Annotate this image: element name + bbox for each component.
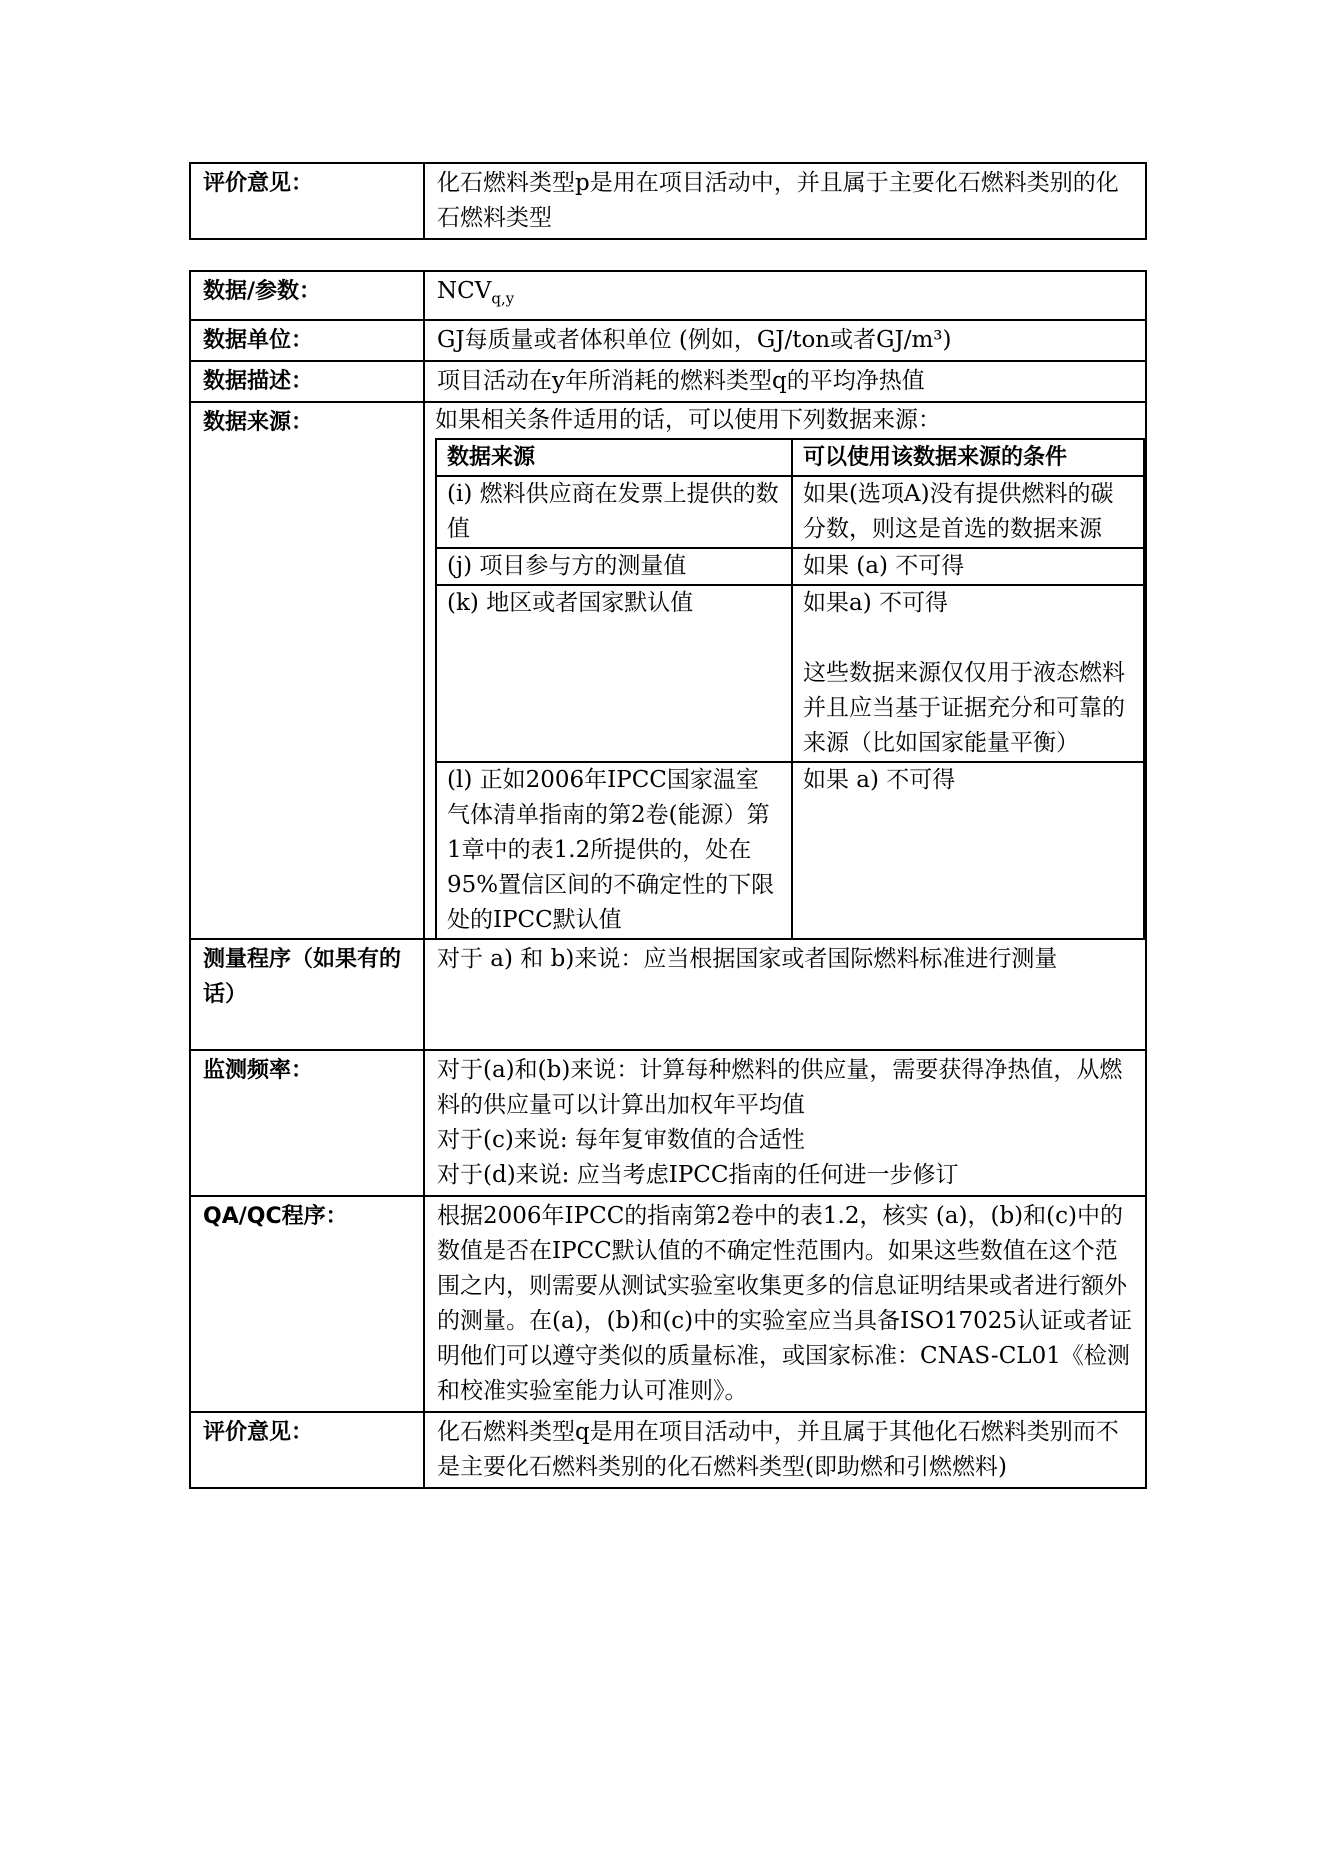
parameter-table-ncv: [189, 270, 1147, 1489]
subtable-source-l: (l) 正如2006年IPCC国家温室气体清单指南的第2卷(能源）第1章中的表1.2所提供的，处在95%置信区间的不确定性的下限处的IPCC默认值: [436, 762, 792, 939]
table-row: [190, 939, 1146, 1050]
evaluation-value: 化石燃料类型q是用在项目活动中，并且属于其他化石燃料类别而不是主要化石燃料类别的化石燃料类型(即助燃和引燃燃料): [424, 1412, 1146, 1488]
source-subtable: [435, 438, 1145, 940]
description-value: 项目活动在y年所消耗的燃料类型q的平均净热值: [424, 361, 1146, 402]
subtable-header-source: 数据来源: [436, 439, 792, 476]
subtable-source-i: (i) 燃料供应商在发票上提供的数值: [436, 476, 792, 548]
frequency-value: [424, 1050, 1146, 1196]
param-value: [424, 271, 1146, 320]
param-symbol: NCV: [437, 278, 492, 304]
subtable-header-condition: 可以使用该数据来源的条件: [792, 439, 1144, 476]
subtable-row: [436, 548, 1144, 585]
table-row: [190, 1196, 1146, 1412]
unit-value: GJ每质量或者体积单位 (例如，GJ/ton或者GJ/m³): [424, 320, 1146, 361]
table-row: [190, 361, 1146, 402]
table-row: [190, 402, 1146, 939]
subtable-source-k: (k) 地区或者国家默认值: [436, 585, 792, 762]
subtable-condition-k: [792, 585, 1144, 762]
condition-k-note: 这些数据来源仅仅用于液态燃料并且应当基于证据充分和可靠的来源（比如国家能量平衡）: [803, 659, 1125, 756]
subtable-header-row: [436, 439, 1144, 476]
qaqc-label: QA/QC程序：: [190, 1196, 424, 1412]
source-intro: 如果相关条件适用的话，可以使用下列数据来源：: [435, 406, 941, 433]
frequency-line: 对于(a)和(b)来说：计算每种燃料的供应量，需要获得净热值，从燃料的供应量可以计算出加权年平均值: [437, 1056, 1123, 1118]
subtable-row: [436, 585, 1144, 762]
table-row: [190, 1412, 1146, 1488]
source-label: 数据来源：: [190, 402, 424, 939]
measurement-value: 对于 a) 和 b)来说：应当根据国家或者国际燃料标准进行测量: [424, 939, 1146, 1050]
param-label: 数据/参数：: [190, 271, 424, 320]
condition-k-main: 如果a) 不可得: [803, 589, 948, 616]
unit-label: 数据单位：: [190, 320, 424, 361]
subtable-condition-i: 如果(选项A)没有提供燃料的碳分数，则这是首选的数据来源: [792, 476, 1144, 548]
table-row: [190, 163, 1146, 239]
source-value: [424, 402, 1146, 939]
subtable-source-j: (j) 项目参与方的测量值: [436, 548, 792, 585]
frequency-line: 对于(c)来说: 每年复审数值的合适性: [437, 1126, 805, 1153]
subtable-condition-l: 如果 a) 不可得: [792, 762, 1144, 939]
evaluation-label: 评价意见：: [190, 163, 424, 239]
param-subscript: q,y: [491, 289, 515, 308]
frequency-line: 对于(d)来说: 应当考虑IPCC指南的任何进一步修订: [437, 1161, 959, 1188]
spacer: [803, 621, 1133, 656]
qaqc-value: 根据2006年IPCC的指南第2卷中的表1.2，核实 (a)，(b)和(c)中的数值是否在IPCC默认值的不确定性范围内。如果这些数值在这个范围之内，则需要从测试实验室收集更多的信息证明结果或者进行额外的测量。在(a)，(b)和(c)中的实验室应当具备ISO17025认证或者证明他们可以遵守类似的质量标准，或国家标准：CNAS-CL01《检测和校准实验室能力认可准则》。: [424, 1196, 1146, 1412]
frequency-label: 监测频率：: [190, 1050, 424, 1196]
evaluation-table-p: [189, 162, 1147, 240]
evaluation-label: 评价意见：: [190, 1412, 424, 1488]
measurement-label: 测量程序（如果有的话）: [190, 939, 424, 1050]
evaluation-value: 化石燃料类型p是用在项目活动中，并且属于主要化石燃料类别的化石燃料类型: [424, 163, 1146, 239]
table-row: [190, 1050, 1146, 1196]
subtable-row: [436, 762, 1144, 939]
table-row: [190, 320, 1146, 361]
table-row: [190, 271, 1146, 320]
description-label: 数据描述：: [190, 361, 424, 402]
subtable-row: [436, 476, 1144, 548]
subtable-condition-j: 如果 (a) 不可得: [792, 548, 1144, 585]
